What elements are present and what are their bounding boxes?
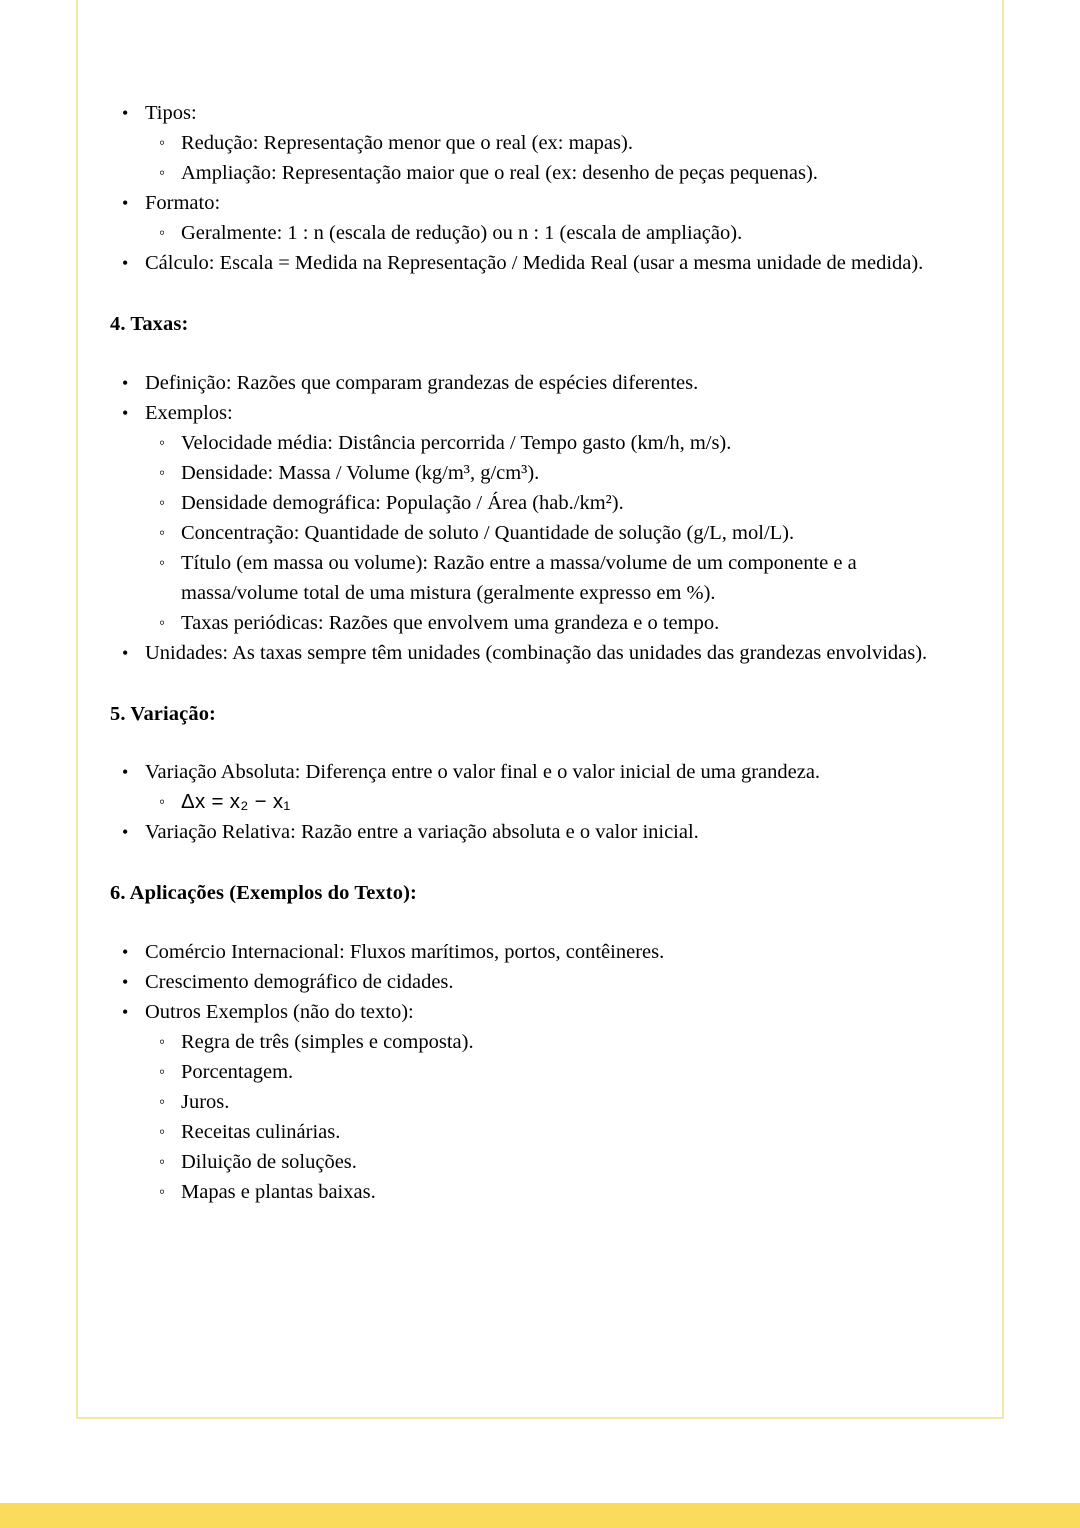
list-item: ◦ Concentração: Quantidade de soluto / Quantidade de solução (g/L, mol/L). — [145, 518, 970, 548]
spacer — [110, 338, 970, 368]
list-item: ◦ Taxas periódicas: Razões que envolvem uma grandeza e o tempo. — [145, 608, 970, 638]
list-item: • Comércio Internacional: Fluxos marítimos, portos, contêineres. — [110, 937, 970, 967]
list-item-definicao: • Definição: Razões que comparam grandezas de espécies diferentes. — [110, 368, 970, 398]
list-item: ◦ Diluição de soluções. — [145, 1147, 970, 1177]
list-item-formato — [110, 188, 970, 248]
list-item: ◦ Mapas e plantas baixas. — [145, 1177, 970, 1207]
list-item: • Crescimento demográfico de cidades. — [110, 967, 970, 997]
document-content — [110, 98, 970, 1207]
list-item-exemplos — [110, 398, 970, 638]
spacer — [110, 907, 970, 937]
list-item-unidades: • Unidades: As taxas sempre têm unidades (combinação das unidades das grandezas envolvidas). — [110, 638, 970, 668]
list-item: ◦ Densidade: Massa / Volume (kg/m³, g/cm³). — [145, 458, 970, 488]
list-item: ◦ Velocidade média: Distância percorrida / Tempo gasto (km/h, m/s). — [145, 428, 970, 458]
formula-delta-x: ◦ Δx = x₂ − x₁ — [145, 787, 970, 817]
list-item-label: Tipos: — [145, 102, 197, 124]
spacer — [110, 847, 970, 881]
list-item: ◦ Redução: Representação menor que o real (ex: mapas). — [145, 128, 970, 158]
formato-sublist — [145, 218, 970, 248]
list-item: ◦ Título (em massa ou volume): Razão entre a massa/volume de um componente e a massa/volume total de uma mistura (geralmente expresso em %). — [145, 548, 970, 608]
list-item-label: Variação Absoluta: Diferença entre o valor final e o valor inicial de uma grandeza. — [145, 761, 821, 784]
list-item: ◦ Porcentagem. — [145, 1057, 970, 1087]
list-item-tipos — [110, 98, 970, 188]
spacer — [110, 727, 970, 757]
list-item-calculo: • Cálculo: Escala = Medida na Representação / Medida Real (usar a mesma unidade de medida). — [110, 248, 970, 278]
list-item-variacao-relativa: • Variação Relativa: Razão entre a variação absoluta e o valor inicial. — [110, 817, 970, 847]
list-item: ◦ Juros. — [145, 1087, 970, 1117]
list-item: ◦ Ampliação: Representação maior que o real (ex: desenho de peças pequenas). — [145, 158, 970, 188]
taxas-list — [110, 368, 970, 668]
list-item: ◦ Densidade demográfica: População / Área (hab./km²). — [145, 488, 970, 518]
outros-exemplos-sublist — [145, 1027, 970, 1207]
section-heading-variacao: 5. Variação: — [110, 702, 216, 725]
list-item: ◦ Geralmente: 1 : n (escala de redução) ou n : 1 (escala de ampliação). — [145, 218, 970, 248]
spacer — [110, 278, 970, 312]
variacao-list — [110, 757, 970, 847]
list-item-label: Formato: — [145, 192, 221, 214]
list-item: ◦ Receitas culinárias. — [145, 1117, 970, 1147]
variacao-formula-sublist — [145, 787, 970, 817]
list-item-variacao-absoluta — [110, 757, 970, 817]
list-item-label: Exemplos: — [145, 401, 233, 424]
escala-list — [110, 98, 970, 278]
exemplos-sublist — [145, 428, 970, 638]
spacer — [110, 668, 970, 702]
list-item-label: Outros Exemplos (não do texto): — [145, 1000, 414, 1023]
bottom-accent-bar — [0, 1503, 1080, 1528]
section-heading-taxas: 4. Taxas: — [110, 313, 189, 335]
tipos-sublist — [145, 128, 970, 188]
list-item-outros-exemplos — [110, 997, 970, 1207]
aplicacoes-list — [110, 937, 970, 1207]
section-heading-aplicacoes: 6. Aplicações (Exemplos do Texto): — [110, 882, 417, 905]
list-item: ◦ Regra de três (simples e composta). — [145, 1027, 970, 1057]
